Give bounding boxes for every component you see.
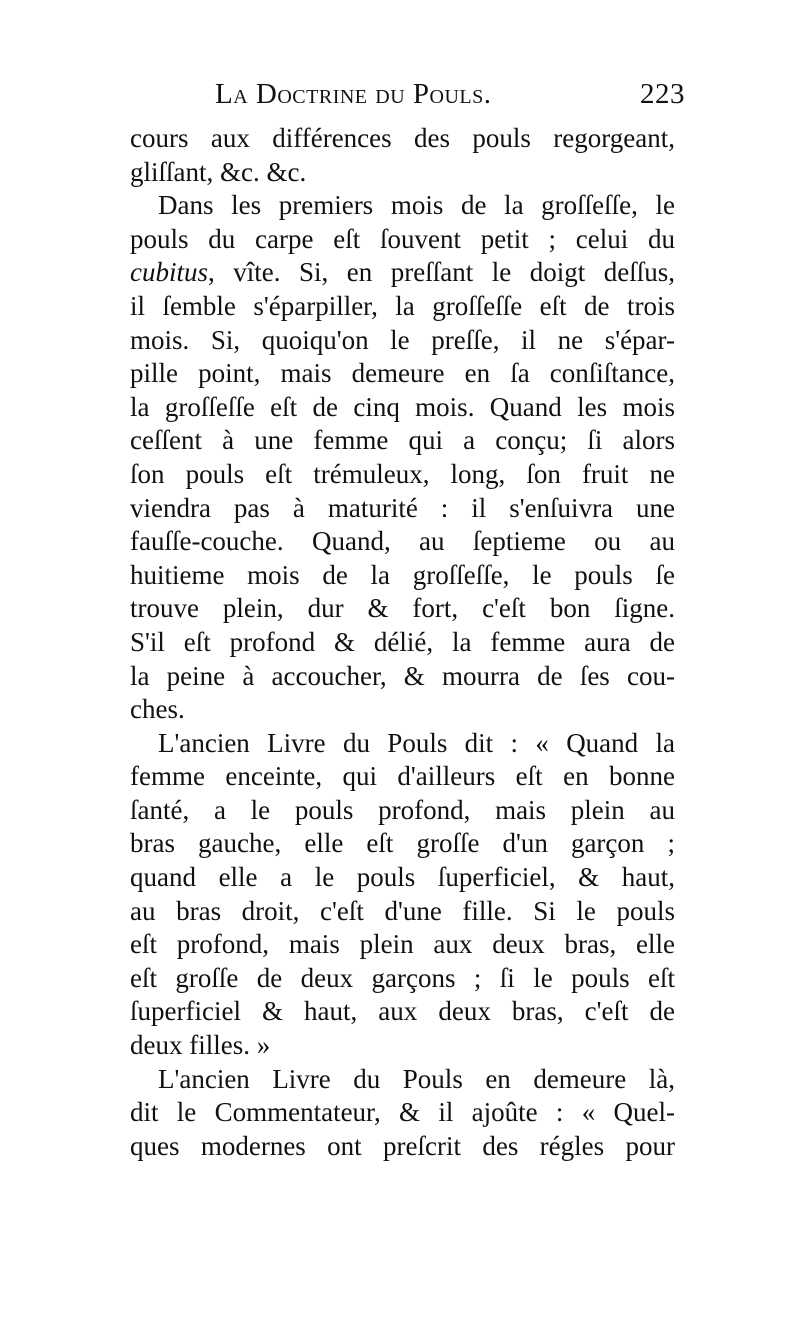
text-line: il ſemble s'éparpiller, la groſſeſſe eſt de trois xyxy=(130,290,675,321)
paragraph-start-line: L'ancien Livre du Pouls en demeure là, xyxy=(158,1063,675,1094)
text-line: dit le Commentateur, & il ajoûte : « Quel- xyxy=(130,1097,675,1128)
text-line: cours aux différences des pouls regorgeant, xyxy=(130,123,675,153)
text-line: viendra pas à maturité : il s'enſuivra une xyxy=(130,492,675,523)
text-line: fauſſe-couche. Quand, au ſeptieme ou au xyxy=(130,526,675,557)
text-line: mois. Si, quoiqu'on le preſſe, il ne s'épar- xyxy=(130,324,675,355)
italic-term: cubitus xyxy=(130,257,208,288)
text-line: femme enceinte, qui d'ailleurs eſt en bonne xyxy=(130,761,675,792)
text-line: ſuperficiel & haut, aux deux bras, c'eſt de xyxy=(130,996,675,1027)
text-line: ceſſent à une femme qui a conçu; ſi alors xyxy=(130,425,675,456)
text-line xyxy=(130,256,675,290)
text-line: trouve plein, dur & fort, c'eſt bon ſigne. xyxy=(130,593,675,624)
text-line: ques modernes ont preſcrit des régles pour xyxy=(130,1130,675,1161)
text-fragment: , vîte. Si, en preſſant le doigt deſſus, xyxy=(208,257,675,288)
text-line: au bras droit, c'eſt d'une fille. Si le pouls xyxy=(130,895,675,926)
body-text xyxy=(130,122,675,1163)
text-line: bras gauche, elle eſt groſſe d'un garçon ; xyxy=(130,828,675,859)
running-head xyxy=(215,78,685,118)
text-line: huitieme mois de la groſſeſſe, le pouls ſe xyxy=(130,559,675,590)
paragraph-start-line: L'ancien Livre du Pouls dit : « Quand la xyxy=(158,727,675,758)
text-line: S'il eſt profond & délié, la femme aura de xyxy=(130,626,675,657)
text-line: quand elle a le pouls ſuperficiel, & haut, xyxy=(130,862,675,893)
text-line: la peine à accoucher, & mourra de ſes cou- xyxy=(130,660,675,691)
paragraph-start-line: Dans les premiers mois de la groſſeſſe, le xyxy=(158,190,675,221)
text-line: deux filles. » xyxy=(130,1030,271,1061)
text-line: eſt groſſe de deux garçons ; ſi le pouls eſt xyxy=(130,962,675,993)
text-line: pille point, mais demeure en ſa conſiſtance, xyxy=(130,358,675,389)
page-number: 223 xyxy=(640,78,685,110)
text-line: gliſſant, &c. &c. xyxy=(130,156,307,187)
text-line: la groſſeſſe eſt de cinq mois. Quand les mois xyxy=(130,391,675,422)
text-line: ſon pouls eſt trémuleux, long, ſon fruit ne xyxy=(130,458,675,489)
text-line: eſt profond, mais plein aux deux bras, elle xyxy=(130,929,675,960)
running-title: La Doctrine du Pouls. xyxy=(215,78,492,110)
text-line: pouls du carpe eſt ſouvent petit ; celui du xyxy=(130,223,675,254)
text-line: ches. xyxy=(130,694,185,725)
text-line: ſanté, a le pouls profond, mais plein au xyxy=(130,794,675,825)
